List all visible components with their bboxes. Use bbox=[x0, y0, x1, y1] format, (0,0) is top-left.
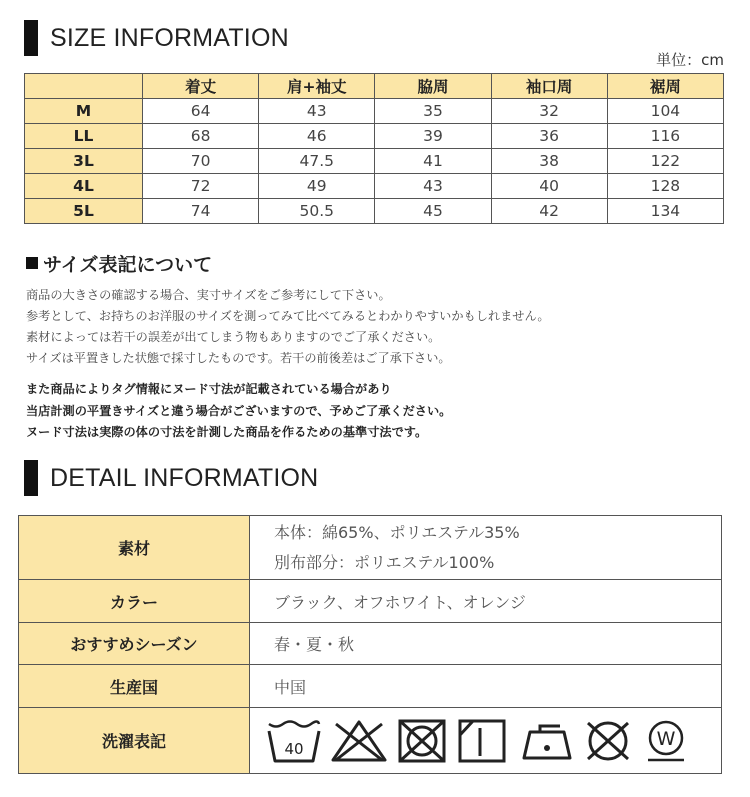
column-header: 脇周 bbox=[375, 74, 491, 99]
heading-bar bbox=[24, 460, 38, 496]
material-line: 別布部分：ポリエステル100% bbox=[274, 552, 495, 572]
table-cell: 50.5 bbox=[259, 199, 375, 224]
table-cell: 128 bbox=[607, 174, 723, 199]
column-header: 肩+袖丈 bbox=[259, 74, 375, 99]
no-tumble-dry-icon bbox=[396, 718, 448, 764]
color-row bbox=[19, 580, 722, 623]
detail-table bbox=[18, 515, 722, 774]
size-information-heading bbox=[24, 20, 289, 56]
table-cell: 45 bbox=[375, 199, 491, 224]
note-line: 素材によっては若干の誤差が出てしまう物もありますのでご了承ください。 bbox=[26, 330, 441, 344]
table-row bbox=[25, 99, 724, 124]
size-table bbox=[24, 73, 724, 224]
size-table-corner bbox=[25, 74, 143, 99]
column-header: 着丈 bbox=[143, 74, 259, 99]
row-label: 3L bbox=[25, 149, 143, 174]
unit-label: 単位：cm bbox=[656, 51, 724, 69]
wash-temp-text: 40 bbox=[284, 739, 304, 758]
care-row bbox=[19, 708, 722, 774]
note-bold-line: また商品によりタグ情報にヌード寸法が記載されている場合があり bbox=[26, 382, 392, 396]
no-bleach-icon bbox=[330, 718, 388, 764]
detail-information-heading bbox=[24, 460, 318, 496]
table-cell: 74 bbox=[143, 199, 259, 224]
origin-row bbox=[19, 665, 722, 708]
line-dry-icon bbox=[456, 718, 508, 764]
table-cell: 40 bbox=[491, 174, 607, 199]
table-cell: 134 bbox=[607, 199, 723, 224]
table-cell: 104 bbox=[607, 99, 723, 124]
wet-clean-icon bbox=[642, 718, 690, 764]
note-line: 参考として、お持ちのお洋服のサイズを測ってみて比べてみるとわかりやすいかもしれません。 bbox=[26, 309, 550, 323]
iron-low-icon bbox=[516, 718, 574, 764]
material-row bbox=[19, 516, 722, 580]
size-notes-title bbox=[26, 250, 212, 277]
table-cell: 38 bbox=[491, 149, 607, 174]
heading-bar bbox=[24, 20, 38, 56]
nude-size-notes bbox=[26, 379, 451, 444]
table-cell: 36 bbox=[491, 124, 607, 149]
table-cell: 35 bbox=[375, 99, 491, 124]
table-cell: 72 bbox=[143, 174, 259, 199]
size-heading-text: SIZE INFORMATION bbox=[50, 23, 289, 52]
square-bullet-icon bbox=[26, 257, 38, 269]
column-header: 袖口周 bbox=[491, 74, 607, 99]
table-row bbox=[25, 149, 724, 174]
color-label: カラー bbox=[19, 580, 250, 623]
note-line: サイズは平置きした状態で採寸したものです。若干の前後差はご了承下さい。 bbox=[26, 351, 451, 365]
season-label: おすすめシーズン bbox=[19, 623, 250, 665]
detail-heading-text: DETAIL INFORMATION bbox=[50, 463, 319, 492]
column-header: 裾周 bbox=[607, 74, 723, 99]
material-line: 本体：綿65%、ポリエステル35% bbox=[274, 522, 520, 542]
table-row bbox=[25, 174, 724, 199]
table-cell: 64 bbox=[143, 99, 259, 124]
row-label: 5L bbox=[25, 199, 143, 224]
notes-title-text: サイズ表記について bbox=[43, 254, 213, 276]
row-label: M bbox=[25, 99, 143, 124]
care-label: 洗濯表記 bbox=[19, 708, 250, 774]
note-line: 商品の大きさの確認する場合、実寸サイズをご参考にして下さい。 bbox=[26, 288, 391, 302]
table-cell: 70 bbox=[143, 149, 259, 174]
note-bold-line: 当店計測の平置きサイズと違う場合がございますので、予めご了承ください。 bbox=[26, 403, 452, 418]
season-value: 春・夏・秋 bbox=[250, 623, 722, 665]
color-value: ブラック、オフホワイト、オレンジ bbox=[250, 580, 722, 623]
no-dry-clean-icon bbox=[582, 718, 634, 764]
note-bold-line: ヌード寸法は実際の体の寸法を計測した商品を作るための基準寸法です。 bbox=[26, 425, 428, 439]
wet-clean-letter: W bbox=[656, 727, 676, 750]
origin-value: 中国 bbox=[250, 665, 722, 708]
table-row bbox=[25, 124, 724, 149]
table-cell: 116 bbox=[607, 124, 723, 149]
origin-label: 生産国 bbox=[19, 665, 250, 708]
table-cell: 122 bbox=[607, 149, 723, 174]
season-row bbox=[19, 623, 722, 665]
size-table-header bbox=[25, 74, 724, 99]
table-cell: 43 bbox=[375, 174, 491, 199]
material-label: 素材 bbox=[19, 516, 250, 580]
table-cell: 47.5 bbox=[259, 149, 375, 174]
table-cell: 68 bbox=[143, 124, 259, 149]
row-label: 4L bbox=[25, 174, 143, 199]
size-notes bbox=[26, 285, 550, 369]
table-cell: 49 bbox=[259, 174, 375, 199]
table-cell: 42 bbox=[491, 199, 607, 224]
row-label: LL bbox=[25, 124, 143, 149]
table-cell: 32 bbox=[491, 99, 607, 124]
table-cell: 46 bbox=[259, 124, 375, 149]
table-cell: 39 bbox=[375, 124, 491, 149]
table-cell: 43 bbox=[259, 99, 375, 124]
table-cell: 41 bbox=[375, 149, 491, 174]
wash-40-icon bbox=[266, 718, 322, 764]
care-symbols bbox=[250, 708, 722, 774]
material-value bbox=[250, 516, 722, 580]
table-row bbox=[25, 199, 724, 224]
